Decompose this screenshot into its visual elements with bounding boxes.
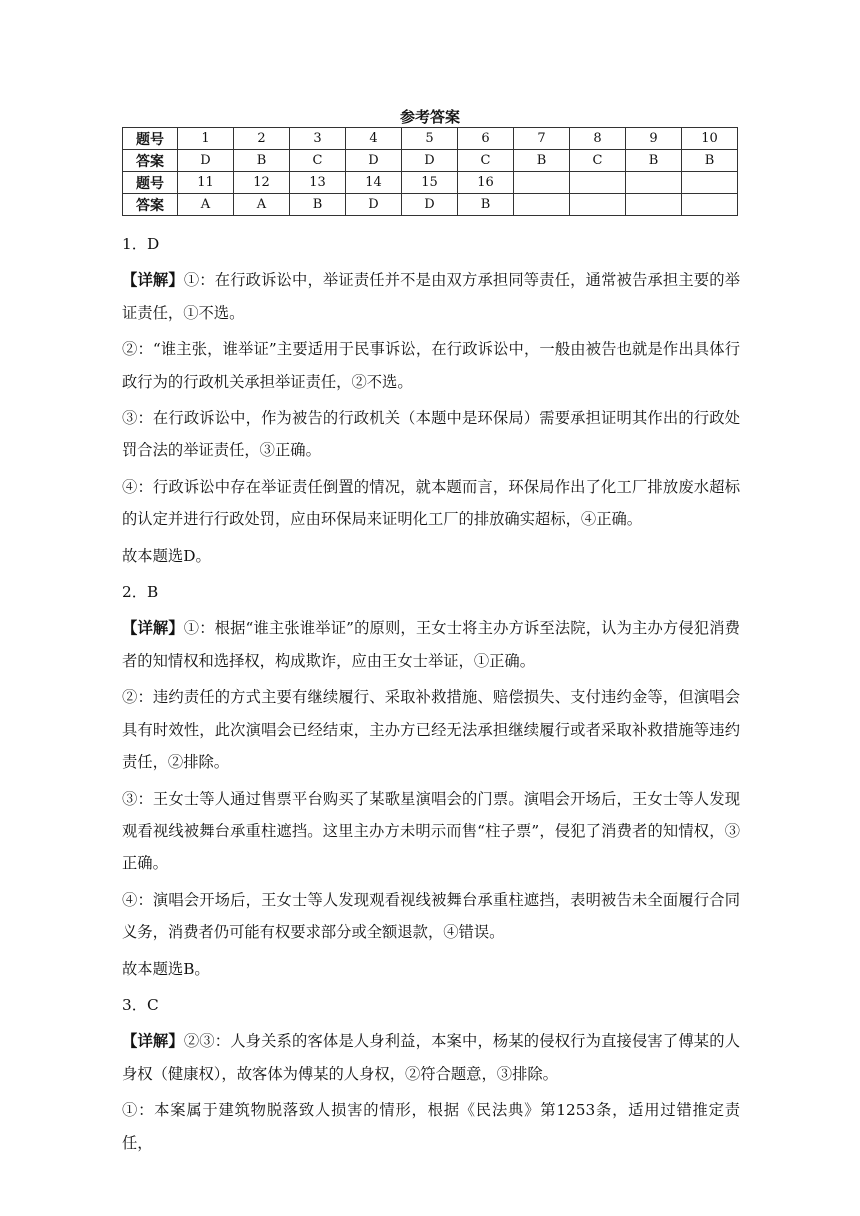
answer-table-cell: 3 [290,128,346,150]
question-2-detail-1: 【详解】①：根据“谁主张谁举证”的原则，王女士将主办方诉至法院，认为主办方侵犯消费者的知情权和选择权，构成欺诈，应由王女士举证，①正确。 [122,619,740,670]
answer-table-cell [626,172,682,194]
answer-table-cell: 13 [290,172,346,194]
answer-table-cell: 7 [514,128,570,150]
answer-table-cell [514,172,570,194]
answer-table-cell: 4 [346,128,402,150]
answer-table-cell: B [290,194,346,216]
detail-tag: 【详解】 [122,1032,184,1051]
answer-explanations [122,228,740,1163]
answer-table-cell: D [402,150,458,172]
detail-tag: 【详解】 [122,619,184,638]
question-3-detail-2: ①：本案属于建筑物脱落致人损害的情形，根据《民法典》第1253条，适用过错推定责任， [122,1101,740,1152]
answer-table-cell: 2 [234,128,290,150]
answer-table-cell: 16 [458,172,514,194]
answer-table-cell: C [290,150,346,172]
answer-table-cell [514,194,570,216]
question-3-detail-1: 【详解】②③：人身关系的客体是人身利益，本案中，杨某的侵权行为直接侵害了傅某的人身权（健康权），故客体为傅某的人身权，②符合题意，③排除。 [122,1032,740,1083]
answer-table-cell [570,172,626,194]
answer-table-cell: 11 [178,172,234,194]
answer-table-row [123,128,738,150]
answer-table-cell: 6 [458,128,514,150]
answer-table-row-header: 答案 [123,194,178,216]
answer-table-cell: B [458,194,514,216]
answer-table-cell: 5 [402,128,458,150]
answer-table-cell: D [346,150,402,172]
answer-table-cell: B [626,150,682,172]
answer-table-cell: 1 [178,128,234,150]
answer-table-cell: D [346,194,402,216]
answer-table-cell: B [682,150,738,172]
answer-table-row [123,194,738,216]
answer-table-cell: 12 [234,172,290,194]
answer-table-cell: 15 [402,172,458,194]
answer-table-cell: 14 [346,172,402,194]
question-2-header: 2．B [122,583,159,602]
answer-table-cell: C [458,150,514,172]
answer-table-cell: 10 [682,128,738,150]
question-3-header: 3．C [122,995,159,1014]
answer-table-cell [626,194,682,216]
question-1-detail-4: ④：行政诉讼中存在举证责任倒置的情况，就本题而言，环保局作出了化工厂排放废水超标的认定并进行行政处罚，应由环保局来证明化工厂的排放确实超标，④正确。 [122,477,740,529]
answer-table-row-header: 题号 [123,172,178,194]
answer-table-row [123,172,738,194]
answer-table-cell: 9 [626,128,682,150]
answer-table-cell: B [514,150,570,172]
question-1-detail-3: ③：在行政诉讼中，作为被告的行政机关（本题中是环保局）需要承担证明其作出的行政处罚合法的举证责任，③正确。 [122,409,740,460]
detail-tag: 【详解】 [122,271,184,290]
answer-table-row [123,150,738,172]
answer-table-cell [682,194,738,216]
answer-table-cell: D [178,150,234,172]
question-1-detail-1: 【详解】①：在行政诉讼中，举证责任并不是由双方承担同等责任，通常被告承担主要的举证责任，①不选。 [122,271,740,322]
answer-table-cell [682,172,738,194]
page-title: 参考答案 [399,108,460,126]
answer-table-cell: B [234,150,290,172]
question-2-detail-2: ②：违约责任的方式主要有继续履行、采取补救措施、赔偿损失、支付违约金等，但演唱会具有时效性，此次演唱会已经结束，主办方已经无法承担继续履行或者采取补救措施等违约责任，②排除。 [122,688,740,772]
answer-table-cell: 8 [570,128,626,150]
answer-table-cell: D [402,194,458,216]
question-1-detail-2: ②：“谁主张，谁举证”主要适用于民事诉讼，在行政诉讼中，一般由被告也就是作出具体行政行为的行政机关承担举证责任，②不选。 [122,340,740,391]
answer-table-cell [570,194,626,216]
answer-table-cell: C [570,150,626,172]
question-2-detail-4: ④：演唱会开场后，王女士等人发现观看视线被舞台承重柱遮挡，表明被告未全面履行合同义务，消费者仍可能有权要求部分或全额退款，④错误。 [122,890,740,942]
answer-table-row-header: 答案 [123,150,178,172]
question-1-header: 1．D [122,235,160,253]
answer-table-row-header: 题号 [123,128,178,150]
answer-table [122,127,738,216]
question-2-detail-3: ③：王女士等人通过售票平台购买了某歌星演唱会的门票。演唱会开场后，王女士等人发现观看视线被舞台承重柱遮挡。这里主办方未明示而售“柱子票”，侵犯了消费者的知情权，③正确。 [122,789,740,873]
question-1-conclusion: 故本题选D。 [122,546,211,565]
question-2-conclusion: 故本题选B。 [122,959,210,978]
answer-table-cell: A [234,194,290,216]
answer-table-cell: A [178,194,234,216]
